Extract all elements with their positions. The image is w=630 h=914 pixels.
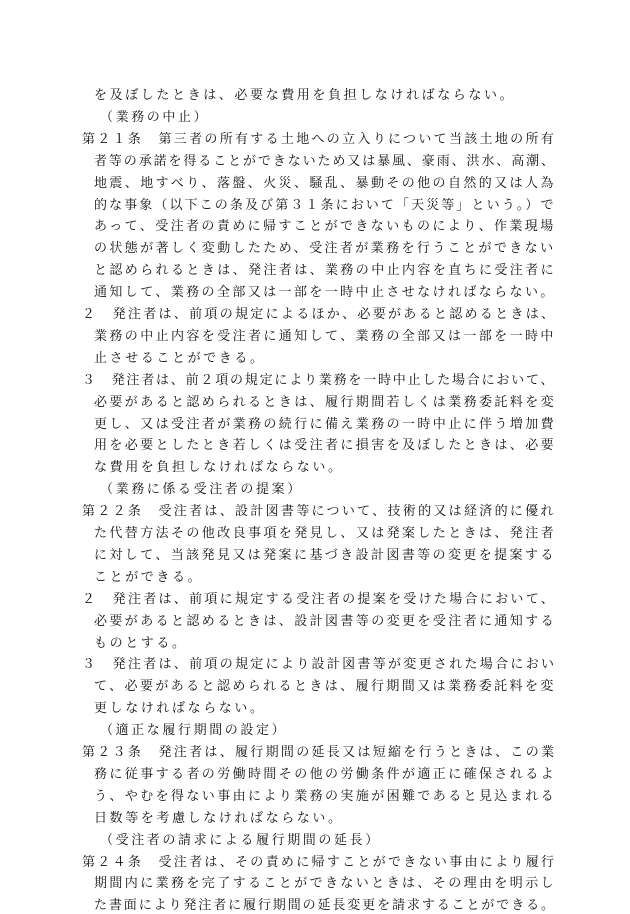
text-line: 日数等を考慮しなければならない。 <box>94 810 344 826</box>
article-caption: （業務に係る受注者の提案） <box>100 482 303 498</box>
article-line: 第２２条 受注者は、設計図書等について、技術的又は経済的に優れ <box>82 504 556 520</box>
text-line: 地震、地すべり、落盤、火災、騒乱、暴動その他の自然的又は人為 <box>94 175 556 191</box>
text-line: の状態が著しく変動したため、受注者が業務を行うことができない <box>94 241 556 257</box>
text-line: ことができる。 <box>94 569 204 585</box>
text-line: を及ぼしたときは、必要な費用を負担しなければならない。 <box>94 88 516 103</box>
article-line: 第２４条 受注者は、その責めに帰すことができない事由により履行 <box>82 854 557 870</box>
article-caption: （適正な履行期間の設定） <box>100 723 288 739</box>
article-line: ３ 発注者は、前２項の規定により業務を一時中止した場合において、 <box>82 372 556 388</box>
text-line: 必要があると認められるときは、履行期間若しくは業務委託料を変 <box>94 394 557 410</box>
article-line: ２ 発注者は、前項に規定する受注者の提案を受けた場合において、 <box>82 591 557 607</box>
text-line: あって、受注者の責めに帰すことができないものにより、作業現場 <box>94 219 556 235</box>
text-line: 必要があると認めるときは、設計図書等の変更を受注者に通知する <box>94 613 557 629</box>
text-line: 更しなければならない。 <box>94 701 266 717</box>
text-line: た代替方法その他改良事項を発見し、又は発案したときは、発注者 <box>94 526 557 541</box>
text-line: 用を必要としたとき若しくは受注者に損害を及ぼしたときは、必要 <box>94 438 557 454</box>
article-line: 第２３条 発注者は、履行期間の延長又は短縮を行うときは、この業 <box>82 745 557 760</box>
text-line: て、必要があると認められるときは、履行期間又は業務委託料を変 <box>94 679 556 695</box>
article-caption: （業務の中止） <box>100 109 210 125</box>
text-line: 止させることができる。 <box>94 350 266 366</box>
text-line: 的な事象（以下この条及び第３１条において「天災等」という。）で <box>94 197 556 213</box>
text-line: 務に従事する者の労働時間その他の労働条件が適正に確保されるよ <box>94 766 557 782</box>
article-line: ２ 発注者は、前項の規定によるほか、必要があると認めるときは、 <box>82 307 557 322</box>
text-line: ものとする。 <box>94 635 188 651</box>
text-line: 期間内に業務を完了することができないときは、その理由を明示し <box>94 876 557 892</box>
text-line: な費用を負担しなければならない。 <box>94 460 344 476</box>
article-line: 第２１条 第三者の所有する土地への立入りについて当該土地の所有 <box>82 131 557 147</box>
text-line: に対して、当該発見又は発案に基づき設計図書等の変更を提案する <box>94 547 556 563</box>
text-line: 更し、又は受注者が業務の続行に備え業務の一時中止に伴う増加費 <box>94 416 557 432</box>
text-line: 者等の承諾を得ることができないため又は暴風、豪雨、洪水、高潮、 <box>94 153 556 169</box>
text-line: た書面により発注者に履行期間の延長変更を請求することができる。 <box>94 898 556 914</box>
text-line: 通知して、業務の全部又は一部を一時中止させなければならない。 <box>94 285 556 301</box>
article-caption: （受注者の請求による履行期間の延長） <box>100 832 381 848</box>
article-line: ３ 発注者は、前項の規定により設計図書等が変更された場合におい <box>82 657 557 673</box>
text-line: う、やむを得ない事由により業務の実施が困難であると見込まれる <box>94 788 557 804</box>
text-line: と認められるときは、発注者は、業務の中止内容を直ちに受注者に <box>94 263 557 279</box>
text-line: 業務の中止内容を受注者に通知して、業務の全部又は一部を一時中 <box>94 328 556 344</box>
